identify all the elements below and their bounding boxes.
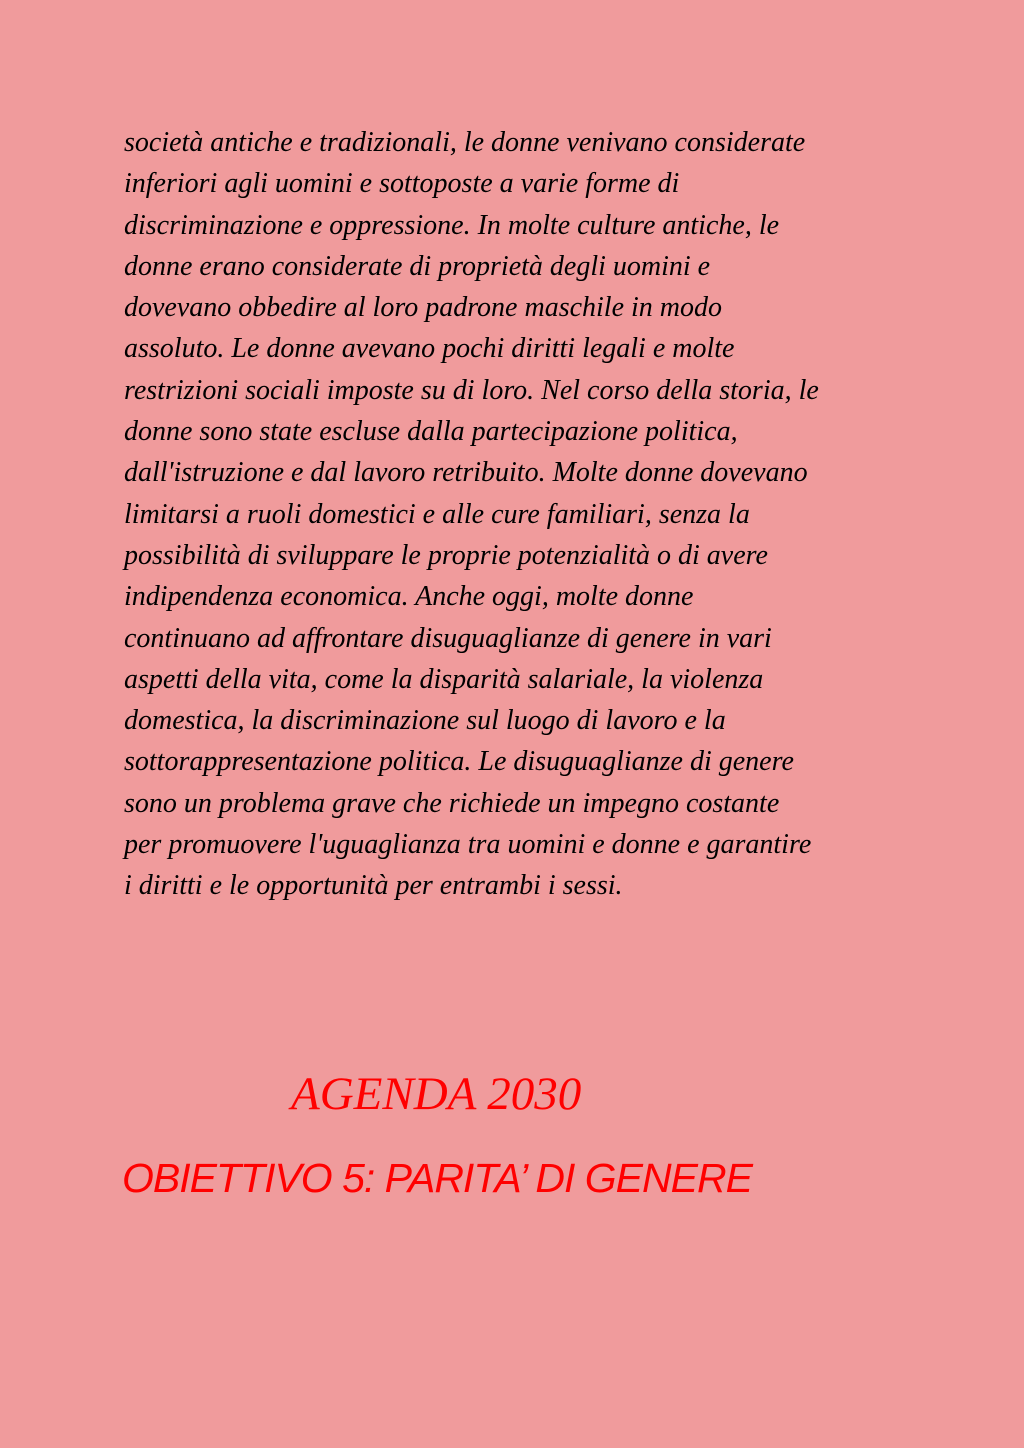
body-line: donne erano considerate di proprietà degli uomini e	[124, 250, 711, 282]
body-line: limitarsi a ruoli domestici e alle cure familiari, senza la	[124, 498, 750, 530]
body-line: donne sono state escluse dalla partecipazione politica,	[124, 416, 738, 448]
body-line: possibilità di sviluppare le proprie potenzialità o di avere	[124, 539, 768, 571]
body-line: i diritti e le opportunità per entrambi i sessi.	[124, 870, 623, 902]
body-line: sottorappresentazione politica. Le disuguaglianze di genere	[124, 746, 794, 778]
body-line: restrizioni sociali imposte su di loro. Nel corso della storia, le	[124, 374, 819, 406]
body-line: discriminazione e oppressione. In molte culture antiche, le	[124, 209, 780, 241]
body-line: sono un problema grave che richiede un impegno costante	[124, 787, 780, 819]
body-line: domestica, la discriminazione sul luogo di lavoro e la	[124, 705, 726, 737]
body-paragraph	[124, 122, 914, 907]
agenda-title: AGENDA 2030	[291, 1068, 582, 1120]
body-line: aspetti della vita, come la disparità salariale, la violenza	[124, 663, 764, 695]
body-line: società antiche e tradizionali, le donne venivano considerate	[124, 127, 806, 158]
body-line: assoluto. Le donne avevano pochi diritti legali e molte	[124, 333, 735, 365]
body-line: indipendenza economica. Anche oggi, molte donne	[124, 581, 694, 613]
goal-title: OBIETTIVO 5: PARITA’ DI GENERE	[122, 1155, 752, 1201]
body-line: dovevano obbedire al loro padrone maschile in modo	[124, 292, 723, 324]
body-line: inferiori agli uomini e sottoposte a varie forme di	[124, 168, 680, 200]
body-line: dall'istruzione e dal lavoro retribuito. Molte donne dovevano	[124, 457, 808, 489]
body-line: continuano ad affrontare disuguaglianze di genere in vari	[124, 622, 772, 654]
body-line: per promuovere l'uguaglianza tra uomini e donne e garantire	[124, 829, 812, 861]
